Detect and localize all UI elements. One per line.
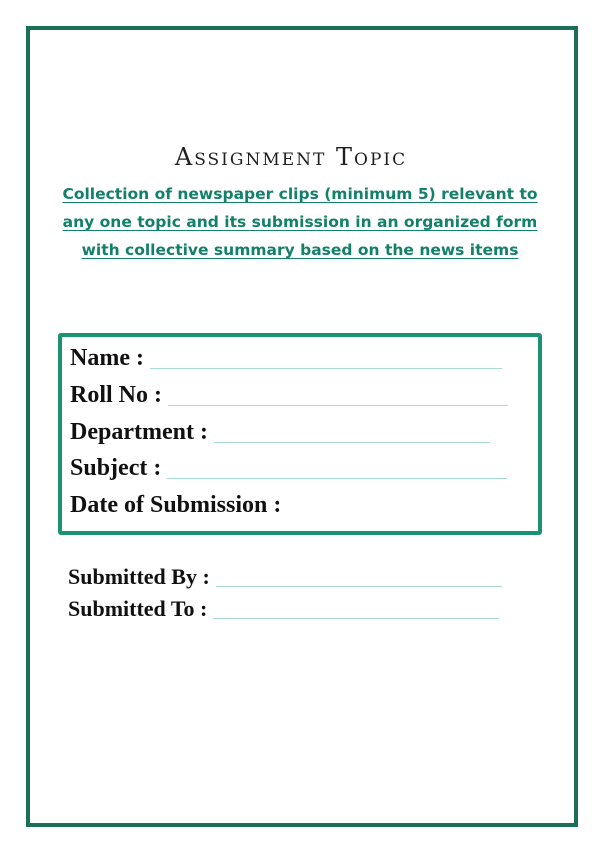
name-label: Name :	[70, 345, 144, 371]
submitted-by-field	[68, 563, 502, 591]
subject-blank-line[interactable]	[167, 477, 507, 479]
date-of-submission-field	[70, 490, 281, 520]
description-line-2: any one topic and its submission in an organized form	[62, 213, 538, 231]
assignment-title: Assignment Topic	[174, 143, 408, 171]
submitted-to-blank-line[interactable]	[213, 617, 499, 619]
department-blank-line[interactable]	[214, 441, 490, 443]
assignment-description	[50, 180, 550, 264]
name-blank-line[interactable]	[150, 367, 502, 369]
submitted-by-blank-line[interactable]	[216, 585, 502, 587]
description-line-3: with collective summary based on the news items	[81, 241, 519, 259]
department-label: Department :	[70, 419, 208, 445]
submitted-to-label: Submitted To :	[68, 596, 208, 621]
roll-no-field	[70, 380, 508, 410]
roll-no-label: Roll No :	[70, 382, 162, 408]
subject-field	[70, 453, 507, 483]
submitted-to-field	[68, 595, 499, 623]
subject-label: Subject :	[70, 455, 162, 481]
department-field	[70, 417, 490, 447]
roll-no-blank-line[interactable]	[168, 404, 508, 406]
date-of-submission-label: Date of Submission :	[70, 492, 282, 518]
name-field	[70, 343, 502, 373]
submitted-by-label: Submitted By :	[68, 564, 210, 589]
description-line-1: Collection of newspaper clips (minimum 5) relevant to	[62, 185, 538, 203]
